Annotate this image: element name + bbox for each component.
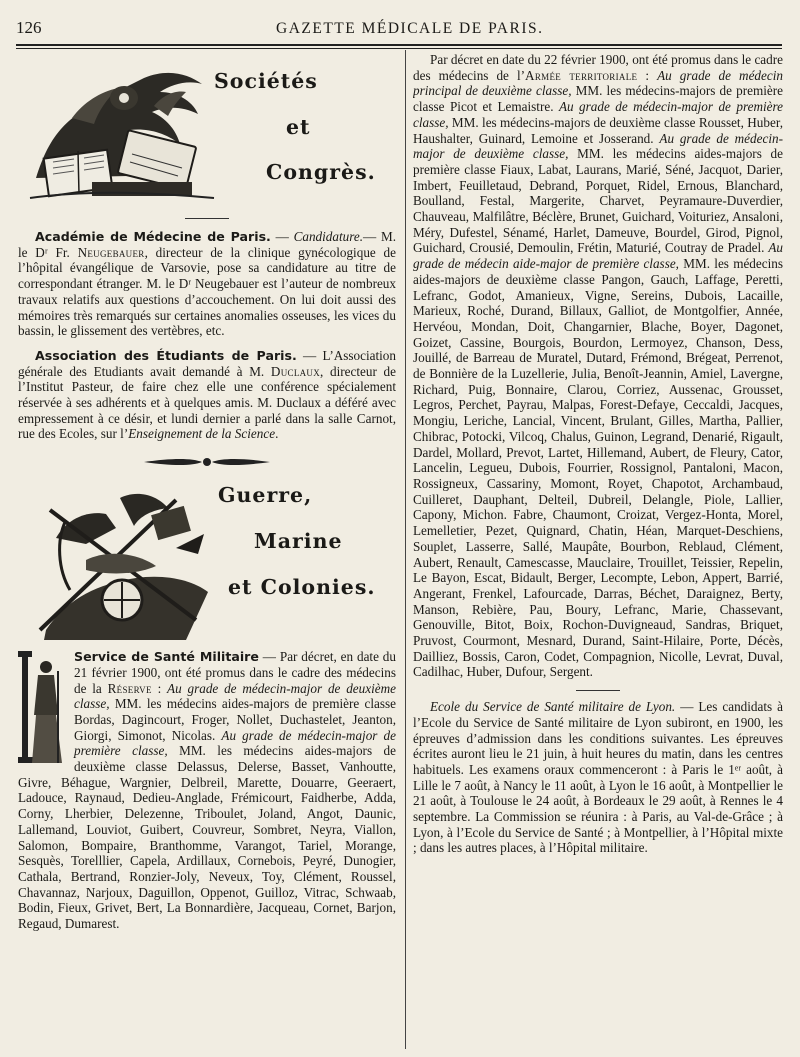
section-title-guerre: Guerre,	[218, 483, 313, 508]
article-academie: Académie de Médecine de Paris. — Candidature.— M. le Dʳ Fr. Neugebauer, directeur de la clinique gynécologique de l’hôpital évangélique de Varsovie, pose sa candidature au titre de correspondant étranger. M. le Dʳ Neugebauer est l’auteur de nombreux travaux relatifs aux questions d’accouchement. On lui doit aussi des mémoires très remarqués sur certaines anomalies osseuses, les vices du bassin, le glissement des vertèbres, etc.	[18, 229, 396, 339]
article-heading: Service de Santé Militaire	[74, 649, 259, 665]
article-service-text: Service de Santé Militaire — Par décret, en date du 21 février 1900, ont été promus dans le cadre des médecins de la Réserve : Au grade de médecin-major de deuxième classe, MM. les médecins aides-majors de première classe Bordas, Dagincourt, Froger, Nollet, Duchastelet, Jeanton, Giorgi, Simonot, Nicolas. Au grade de médecin-major de première classe, MM. les médecins aides-majors de deuxième classe Delassus, Delerse, Basset, Vanhoutte, Givre, Béhague, Wargnier, Delbreil, Marette, Douarre, Geeraert, Ladouce, Raynaud, Dedieu-Anglade, Frémicourt, Faidherbe, Adda, Corny, Lherbier, Delezenne, Triboulet, Joland, Angot, Daunic, Lallemand, Louviot, Guibert, Couvreur, Sombret, Neyra, Viallon, Salomon, Bompaire, Branthomme, Varangot, Tariel, Morange, Sesquès, Torelllier, Capela, Ardillaux, Cornebois, Peyré, Dunogier, Cathala, Bertrand, Ronzier-Joly, Neveux, Toy, Clément, Roussel, Chavannaz, Narjoux, Daguillon, Oppenot, Guilloz, Vitrac, Schwaab, Bodin, Fieux, Grivet, Bert, La Bonnardière, Jacqueau, Cornet, Barjon, Regaud, Dumarest.	[18, 649, 396, 932]
page-header	[16, 18, 778, 44]
page-number: 126	[16, 18, 42, 37]
article-armee-territoriale: Par décret en date du 22 février 1900, ont été promus dans le cadre des médecins de l’Armée territoriale : Au grade de médecin principal de deuxième classe, MM. les médecins-majors de première classe Picot et Lemaistre. Au grade de médecin-major de première classe, MM. les médecins-majors de deuxième classe Rousset, Huber, Haushalter, Guinard, Lemoine et Josserand. Au grade de médecin-major de deuxième classe, MM. les médecins aides-majors de première classe Fiaux, Labat, Laurans, Marié, Séné, Jacquot, Darier, Imbert, Feuilletaud, Debrand, Porquet, Ridel, Ernous, Blanchard, Boulland, Festal, Margerite, Charvet, Peyramaure-Duverdier, Chauveau, Malfilâtre, Béclère, Brunet, Guichard, Voituriez, Ansaloni, Méry, Dufestel, Sénamé, Harlet, Dameuve, Bourdel, Girod, Pignol, Guichard, Crousié, Demoulin, Frétin, Maturié, Coutray de Pradel. Au grade de médecin aide-major de première classe, MM. les médecins aides-majors de deuxième classe Pangon, Gauch, Laffage, Peretti, Lefranc, Godot, Amanieux, Vigne, Sereins, Dubois, Lacaille, Marieux, Roché, Durand, Billaux, Galliot, de Montgolfier, Année, Hervéou, Mondan, Doit, Changarnier, Blache, Boyer, Dagonet, Goizet, Cassine, Bourgois, Bourdon, Lermoyez, Chanson, Dess, Jouillé, de Barreau de Muratel, Dutard, Frémond, Brégeat, Perrenot, de Bonnière de la Luzellerie, Julia, Benoît-Jeannin, Amiel, Lavergne, Richard, Puig, Bonnaire, Clarou, Corriez, Aussenac, Grousset, Legros, Perchet, Payrau, Malpas, Forest-Defaye, Ceccaldi, Jacques, Mongiu, Leriche, Lancial, Vincent, Brulant, Gilles, Martha, Pallier, Chibrac, Potocki, Vilcoq, Chalus, Guinon, Legrand, Denarié, Rigault, Dardel, Mollard, Prevot, Lartet, Hillemand, Aubert, de Fleury, Cator, Lancelin, Legueu, Dubois, Fourrier, Rossignol, Pantaloni, Macon, Rossigneux, Cassariny, Momont, Royet, Chapotot, Archambaud, Cuilleret, Dauphant, Delteil, Dubreil, Delangle, Piole, Lallier, Capony, Michon. Fabre, Chaumont, Croizat, Vergez-Honta, Morel, Lemelletier, Pezet, Quignard, Chatin, Héan, Marquet-Deschiens, Souplet, Lasserre, Sallé, Maupâte, Bourbon, Reblaud, Clément, Aubert, Renault, Camescasse, Mauclaire, Trouillet, Teissier, Repelin, Le Bayon, Escat, Bidault, Berger, Lecompte, Lebon, Appert, Barrié, Angerant, Frenkel, Lafourcade, Darras, Béchet, Daraignez, Berty, Manson, Rebière, Pau, Boury, Lefranc, Marie, Chassevant, Genouville, Bitot, Boix, Rochon-Duvigneaud, Sandras, Briquet, Pruvost, Courmont, Mesnard, Durand, Saint-Hilaire, Porte, Décès, Dailliez, Bossis, Caron, Codet, Compagnion, Nicolle, Levrat, Duval, Cadilhac, Huber, Dufour, Sergent.	[413, 52, 783, 680]
arms-vignette-icon	[26, 480, 211, 645]
article-ecole-lyon: Ecole du Service de Santé militaire de Lyon. — Les candidats à l’Ecole du Service de Santé militaire de Lyon subiront, en 1900, les épreuves d’admission dans les conditions suivantes. Les épreuves écrites auront lieu le 21 juin, à huit heures du matin, dans les centres habituels. Les examens oraux commenceront : à Paris le 1ᵉʳ août, à Lille le 7 août, à Nancy le 11 août, à Lyon le 16 août, à Montpellier le 21 août, à Toulouse le 24 août, à Bordeaux le 29 août, à Rennes le 4 septembre. La Commission se réunira : à Paris, au Val-de-Grâce ; à Lyon, à l’Ecole du Service de Santé ; à Montpellier, à l’Hôpital mixte ; dans les autres places, à l’Hôpital militaire.	[413, 699, 783, 856]
article-service-de-sante	[18, 649, 396, 932]
ornament-divider	[18, 456, 396, 468]
left-column	[18, 52, 396, 1049]
section-title-colonies: et Colonies.	[228, 575, 376, 600]
header-rule-thin	[16, 48, 782, 49]
column-divider	[405, 50, 406, 1049]
right-column	[413, 52, 783, 1049]
divider	[185, 218, 229, 219]
header-rule	[16, 44, 782, 46]
running-title: GAZETTE MÉDICALE DE PARIS.	[276, 20, 544, 37]
figure-dropcap-icon	[18, 651, 70, 769]
books-vignette-icon	[26, 58, 216, 203]
section-title-et: et	[286, 115, 311, 139]
section-title-marine: Marine	[254, 529, 343, 554]
article-association: Association des Étudiants de Paris. — L’Association générale des Etudiants avait demandé à M. Duclaux, directeur de l’Institut Pasteur, de faire chez elle une conférence spécialement réservée à ses adhérents et à quelques amis. M. Duclaux a déféré avec empressement à ce désir, et lundi dernier a parlé dans la salle Carnot, rue des Ecoles, sur l’Enseignement de la Science.	[18, 347, 396, 442]
article-heading: Académie de Médecine de Paris.	[35, 229, 271, 244]
section-header-guerre	[18, 474, 396, 649]
article-heading: Association des Étudiants de Paris.	[35, 347, 297, 363]
section-title-congres: Congrès.	[266, 160, 376, 184]
divider	[576, 690, 620, 691]
ornament-icon	[142, 456, 272, 468]
section-title-societes: Sociétés	[214, 69, 318, 93]
section-header-societes	[18, 52, 396, 212]
